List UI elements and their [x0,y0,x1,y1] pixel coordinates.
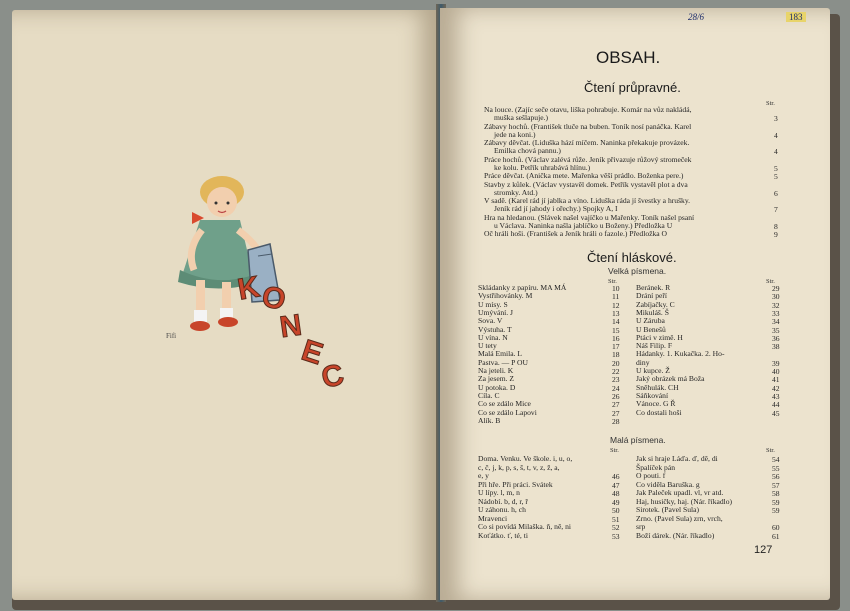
toc-page-number: 23 [612,375,620,385]
toc-entry: Co se zdálo Mice [478,399,531,409]
section-title-hlaskove: Čtení hláskové. [587,250,677,265]
page-number: 127 [754,544,773,556]
subheading-velka: Velká písmena. [608,266,667,276]
toc-entry: Jaký obrázek má Boža [636,374,705,384]
str-label: Str. [766,447,775,454]
toc-entry: Jak Paleček upadl. vl, vr atd. [636,488,724,497]
toc-entry-line: Jeník rád jí jahody i ořechy.) Spojky A, I [494,204,618,213]
toc-entry: Na jeteli. K [478,366,514,375]
toc-entry: Sáňkování [636,390,669,400]
toc-entry-line: Práce děvčat. (Anička mete. Mařenka věší prádlo. Boženka pere.) [484,171,684,180]
toc-page-number: 14 [612,317,620,327]
toc-entry: Za jesem. Z [478,374,515,384]
toc-entry: Náš Filip. F [636,341,673,351]
toc-entry: Co se zdálo Lapovi [478,407,537,417]
toc-page-number: 57 [772,480,780,490]
toc-entry: Co viděla Baruška. g [636,479,700,489]
toc-page-number: 44 [772,400,780,410]
toc-entry: Zrno. (Pavel Sula) zrn, vrch, [636,513,723,523]
toc-entry: Malá Emila. L [478,349,523,359]
toc-page-number: 11 [612,292,620,302]
toc-entry: Boží dárek. (Nár. říkadlo) [636,530,715,540]
toc-page-number: 52 [612,523,620,532]
toc-entry: Cíla. C [478,390,500,400]
toc-page-number: 34 [772,317,780,327]
toc-page-number: 13 [612,308,620,318]
toc-page-number: 29 [772,284,780,293]
toc-entry: Ptáci v zimě. H [636,332,683,342]
str-label: Str. [608,278,617,285]
toc-page-number: 20 [612,358,620,368]
toc-page-number: 45 [772,408,780,418]
toc-entry: U potoka. D [478,382,516,392]
toc-entry: U Záruba [636,316,665,326]
toc-entry-line: V sadě. (Karel rád jí jablka a víno. Liduška ráda jí švestky a hrušky. [484,196,691,205]
toc-entry: Hádanky. 1. Kukačka. 2. Ho- [636,349,725,359]
toc-page-number: 46 [612,472,620,481]
toc-page-number: 24 [612,383,620,393]
page-title: OBSAH. [596,48,661,67]
toc-entry: Zabíjačky. C [636,299,675,309]
toc-page-number: 59 [772,497,780,507]
toc-page-number: 47 [612,480,620,490]
toc-page-number: 4 [774,147,778,156]
toc-entry-line: ke kolu. Petřík uhrabává hlínu.) [494,162,591,172]
toc-page-number: 8 [774,221,778,231]
toc-entry-line: jede na koni.) [494,129,536,139]
toc-page-number: 28 [612,416,620,426]
toc-page-number: 40 [772,367,780,376]
toc-page-number: 18 [612,350,620,360]
illustrator-signature: Fifi [166,332,177,340]
toc-entry: srp [636,522,646,531]
toc-entry: Sova. V [478,316,503,326]
toc-page-number: 27 [612,400,620,410]
toc-page-number: 55 [772,463,780,473]
toc-entry-line: Zábavy hochů. (František tluče na buben. Toník nosí panáčka. Karel [484,121,692,131]
toc-entry: U záhonu. h, ch [478,505,526,514]
toc-page-number: 5 [774,172,778,181]
toc-page-number: 42 [772,383,780,393]
konec-letter: N [277,308,304,345]
toc-entry: Co dostali hoši [636,407,682,417]
toc-entry: U kupce. Ž [636,366,670,375]
toc-entry-line: Oč hráli hoši. (František a Jeník hráli o fazole.) Předložka O [484,229,668,238]
handwritten-stamp: 28/6 [688,12,705,22]
toc-page-number: 3 [774,114,778,123]
toc-page-number: 27 [612,408,620,418]
toc-page-number: 16 [612,333,620,343]
toc-entry-line: Hra na hledanou. (Slávek našel vajíčko u Mařenky. Toník našel psaní [484,212,695,222]
toc-entry: diny [636,357,650,367]
toc-page-number: 49 [612,497,620,507]
toc-entry-line: stromky. Atd.) [494,187,538,197]
toc-entry: Drání peří [636,291,667,301]
toc-entry: Jak si hraje Láďa. ď, dě, di [636,454,718,463]
toc-page-number: 58 [772,489,780,498]
toc-page-number: 54 [772,455,780,464]
toc-page-number: 35 [772,325,780,335]
toc-page-number: 43 [772,391,780,401]
toc-entry: U vína. N [478,332,508,342]
toc-entry-line: u Václava. Naninka našla jablíčko u Boženy.) Předložka U [494,220,673,230]
toc-page-number: 7 [774,205,778,214]
toc-page-number: 4 [774,130,778,140]
toc-page-number: 48 [612,489,620,498]
toc-page-number: 17 [612,342,620,352]
toc-entry-line: Stavby z kůlek. (Václav vystavěl domek. Petřík vystavěl plot a dva [484,179,688,189]
toc-entry-line: muška sešlapuje.) [494,113,548,122]
toc-entry: Beránek. R [636,283,671,292]
toc-entry: Mravenci [478,513,508,523]
toc-page-number: 6 [774,188,778,198]
toc-entry: Sirotek. (Pavel Sula) [636,505,700,514]
toc-entry: Výstuha. T [478,324,512,334]
toc-page-number: 36 [772,333,780,343]
toc-entry: Skládanky z papíru. MA MÁ [478,283,567,292]
toc-page-number: 30 [772,292,780,302]
konec-letter: E [297,333,327,372]
toc-page-number: 26 [612,391,620,401]
toc-page-number: 32 [772,300,780,310]
toc-entry: Vystřihovánky. M [478,291,533,301]
konec-letter: C [318,357,348,396]
toc-entry: Při hře. Při práci. Svátek [478,479,553,489]
toc-entry: Sněhulák. CH [636,382,679,392]
toc-page-number: 9 [774,230,778,239]
toc-entry: U tety [478,341,497,351]
str-label: Str. [610,447,619,454]
toc-entry-line: Zábavy děvčat. (Liduška hází míčem. Naninka překakuje provázek. [484,138,690,147]
toc-entry: Co si povídá Milaška. ň, ně, ni [478,522,572,531]
konec-letter: O [258,279,289,318]
toc-page-number: 50 [612,506,620,515]
toc-entry-line: Emilka chová pannu.) [494,146,561,155]
toc-entry: U mísy. S [478,299,508,309]
toc-entry: Mikuláš. Š [636,307,669,317]
toc-page-number: 22 [612,367,620,376]
toc-entry: e, y [478,471,489,480]
toc-page-number: 56 [772,472,780,481]
toc-page-number: 61 [772,531,780,541]
toc-entry: Špalíček pán [636,462,676,472]
toc-entry-line: Práce hochů. (Václav zalévá růže. Jeník přivazuje růžový stromeček [484,154,692,164]
toc-page-number: 60 [772,523,780,532]
toc-page-number: 33 [772,308,780,318]
toc-entry: Nádobí. b, d, r, ř [478,496,528,506]
toc-entry: U Benešů [636,324,666,334]
toc-page-number: 15 [612,325,620,335]
sticker-code: 183 [786,12,806,22]
toc-page-number: 39 [772,358,780,368]
toc-entry: O pouti. f [636,471,666,480]
toc-entry-line: Na louce. (Zajíc seče otavu, liška pohrabuje. Komár na vůz nakládá, [484,105,692,114]
toc-page-number: 38 [772,342,780,352]
str-label: Str. [766,100,775,107]
toc-page-number: 5 [774,163,778,173]
toc-entry: Koťátko. ť, té, ti [478,530,528,540]
toc-entry: Haj, husičky, haj. (Nár. říkadlo) [636,496,733,506]
toc-entry: Alík. B [478,415,501,425]
toc-page-number: 12 [612,300,620,310]
toc-page-number: 51 [612,514,620,524]
toc-page-number: 59 [772,506,780,515]
toc-entry: Doma. Venku. Ve škole. i, u, o, [478,454,573,463]
konec-letter: K [235,270,263,307]
toc-entry: Vánoce. G Ř [636,399,676,409]
section-title-pruprava: Čtení průpravné. [584,80,681,95]
toc-page-number: 53 [612,531,620,541]
toc-entry: Pastva. — P OU [478,357,528,367]
toc-page-number: 41 [772,375,780,385]
toc-entry: U lípy. l, m, n [478,488,520,497]
toc-entry: Umývání. J [478,307,514,317]
str-label: Str. [766,278,775,285]
subheading-mala: Malá písmena. [610,435,666,445]
toc-entry: c, č, j, k, p, s, š, t, v, z, ž, a, [478,462,560,472]
toc-page-number: 10 [612,284,620,293]
